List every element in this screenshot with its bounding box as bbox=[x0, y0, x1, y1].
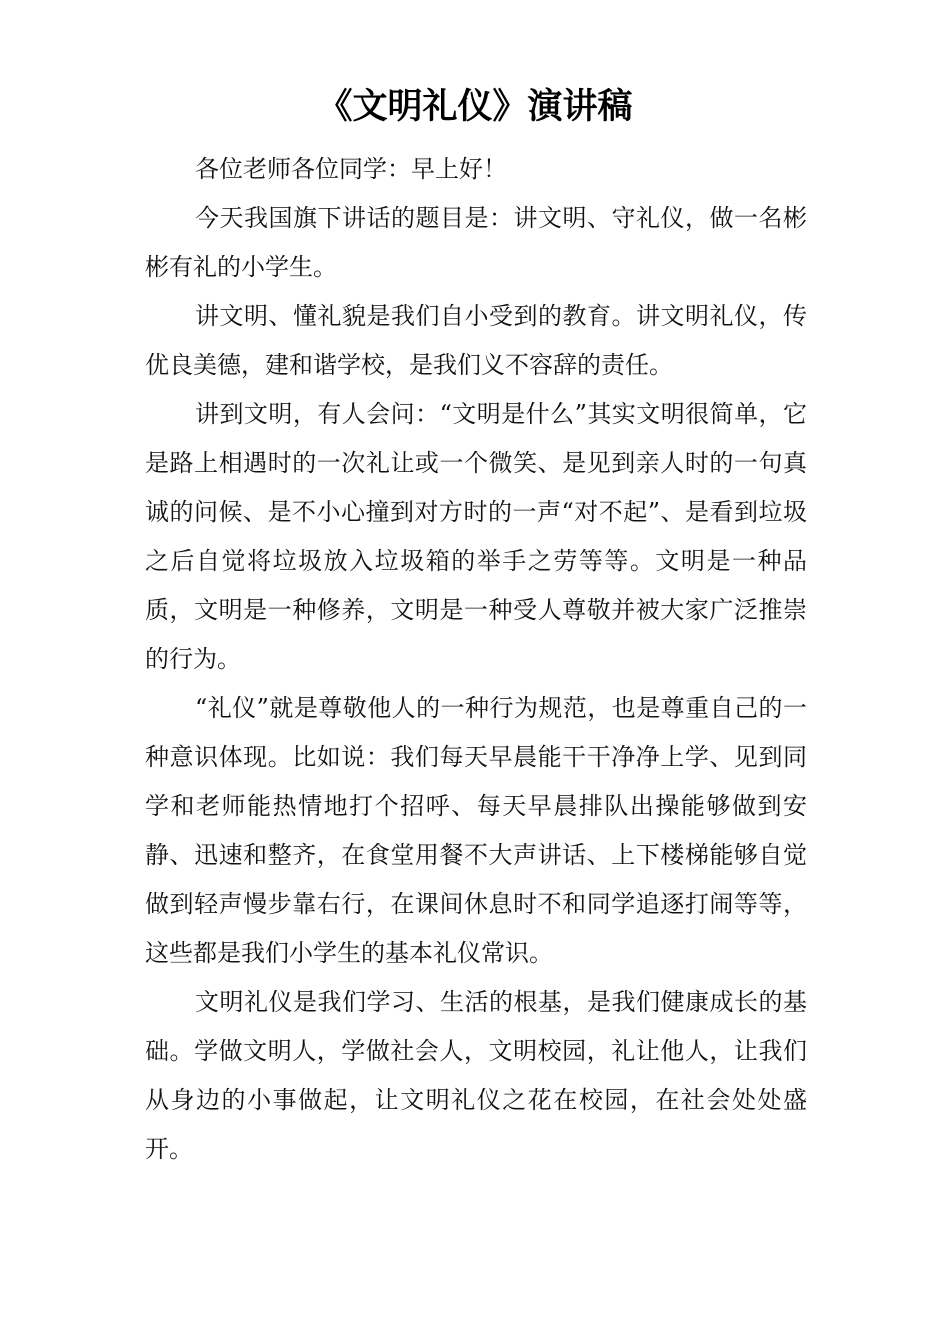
paragraph-conclusion: 文明礼仪是我们学习、生活的根基，是我们健康成长的基础。学做文明人，学做社会人，文明校园，礼让他人，让我们从身边的小事做起，让文明礼仪之花在校园，在社会处处盛开。 bbox=[145, 988, 807, 1163]
document-body bbox=[145, 145, 807, 1174]
document-title: 《文明礼仪》演讲稿 bbox=[317, 87, 633, 127]
paragraph-civility: 讲到文明，有人会问：“文明是什么”其实文明很简单，它是路上相遇时的一次礼让或一个微笑、是见到亲人时的一句真诚的问候、是不小心撞到对方时的一声“对不起”、是看到垃圾之后自觉将垃圾放入垃圾箱的举手之劳等等。文明是一种品质，文明是一种修养，文明是一种受人尊敬并被大家广泛推崇的行为。 bbox=[145, 400, 807, 673]
paragraph-education: 讲文明、懂礼貌是我们自小受到的教育。讲文明礼仪，传优良美德，建和谐学校，是我们义不容辞的责任。 bbox=[145, 302, 807, 379]
paragraph-etiquette: “礼仪”就是尊敬他人的一种行为规范，也是尊重自己的一种意识体现。比如说：我们每天早晨能干干净净上学、见到同学和老师能热情地打个招呼、每天早晨排队出操能够做到安静、迅速和整齐，在食堂用餐不大声讲话、上下楼梯能够自觉做到轻声慢步靠右行，在课间休息时不和同学追逐打闹等等，这些都是我们小学生的基本礼仪常识。 bbox=[145, 694, 807, 967]
paragraph-topic: 今天我国旗下讲话的题目是：讲文明、守礼仪，做一名彬彬有礼的小学生。 bbox=[145, 204, 807, 281]
paragraph-greeting: 各位老师各位同学：早上好！ bbox=[195, 155, 507, 183]
